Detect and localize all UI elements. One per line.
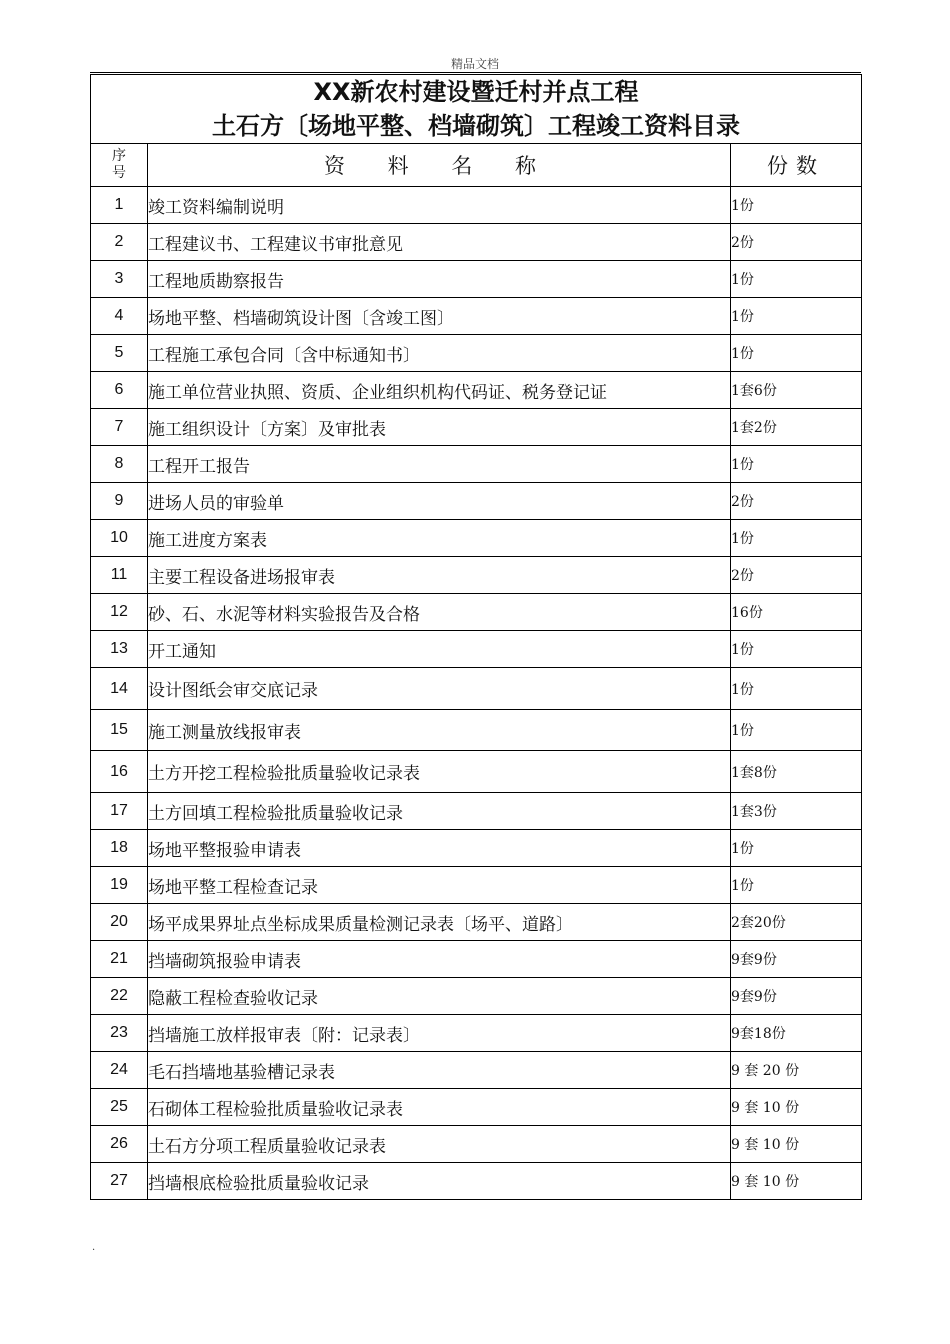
table-row xyxy=(91,520,862,557)
table-row xyxy=(91,1163,862,1200)
header-rule xyxy=(90,72,861,73)
quantity-cell: 9套9份 xyxy=(731,978,862,1015)
table-row xyxy=(91,1089,862,1126)
table-row xyxy=(91,793,862,830)
row-number-cell: 14 xyxy=(91,668,148,710)
table-row xyxy=(91,978,862,1015)
quantity-cell: 9 套 20 份 xyxy=(731,1052,862,1089)
column-header-no-text: 序号 xyxy=(112,148,126,181)
table-row xyxy=(91,904,862,941)
table-row xyxy=(91,710,862,751)
table-row xyxy=(91,1015,862,1052)
title-row xyxy=(91,75,862,144)
footer-mark: . xyxy=(92,1242,96,1253)
item-name-cell: 砂、石、水泥等材料实验报告及合格 xyxy=(148,594,731,631)
quantity-cell: 1份 xyxy=(731,830,862,867)
title-line-2: 土石方〔场地平整、档墙砌筑〕工程竣工资料目录 xyxy=(212,112,740,140)
table-row xyxy=(91,446,862,483)
item-name-cell: 隐蔽工程检查验收记录 xyxy=(148,978,731,1015)
row-number-cell: 8 xyxy=(91,446,148,483)
item-name-cell: 场平成果界址点坐标成果质量检测记录表〔场平、道路〕 xyxy=(148,904,731,941)
item-name-cell: 挡墙根底检验批质量验收记录 xyxy=(148,1163,731,1200)
quantity-cell: 9 套 10 份 xyxy=(731,1126,862,1163)
quantity-cell: 9 套 10 份 xyxy=(731,1089,862,1126)
quantity-cell: 1份 xyxy=(731,261,862,298)
quantity-cell: 1套8份 xyxy=(731,751,862,793)
item-name-cell: 场地平整、档墙砌筑设计图〔含竣工图〕 xyxy=(148,298,731,335)
item-name-cell: 设计图纸会审交底记录 xyxy=(148,668,731,710)
row-number-cell: 27 xyxy=(91,1163,148,1200)
document-title xyxy=(91,75,862,144)
item-name-cell: 场地平整工程检查记录 xyxy=(148,867,731,904)
column-header-no xyxy=(91,144,148,187)
quantity-cell: 1份 xyxy=(731,668,862,710)
quantity-cell: 9套18份 xyxy=(731,1015,862,1052)
quantity-cell: 1份 xyxy=(731,187,862,224)
item-name-cell: 工程地质勘察报告 xyxy=(148,261,731,298)
row-number-cell: 24 xyxy=(91,1052,148,1089)
row-number-cell: 18 xyxy=(91,830,148,867)
table-row xyxy=(91,1126,862,1163)
item-name-cell: 挡墙施工放样报审表〔附：记录表〕 xyxy=(148,1015,731,1052)
quantity-cell: 1份 xyxy=(731,335,862,372)
item-name-cell: 竣工资料编制说明 xyxy=(148,187,731,224)
quantity-cell: 1套6份 xyxy=(731,372,862,409)
item-name-cell: 主要工程设备进场报审表 xyxy=(148,557,731,594)
table-row xyxy=(91,557,862,594)
table-row xyxy=(91,372,862,409)
item-name-cell: 施工组织设计〔方案〕及审批表 xyxy=(148,409,731,446)
quantity-cell: 2份 xyxy=(731,557,862,594)
quantity-cell: 1套2份 xyxy=(731,409,862,446)
item-name-cell: 施工单位营业执照、资质、企业组织机构代码证、税务登记证 xyxy=(148,372,731,409)
item-name-cell: 挡墙砌筑报验申请表 xyxy=(148,941,731,978)
table-row xyxy=(91,941,862,978)
table-row xyxy=(91,631,862,668)
item-name-cell: 施工测量放线报审表 xyxy=(148,710,731,751)
table-row xyxy=(91,594,862,631)
column-header-name: 资 料 名 称 xyxy=(148,144,731,187)
table-row xyxy=(91,298,862,335)
quantity-cell: 16份 xyxy=(731,594,862,631)
row-number-cell: 6 xyxy=(91,372,148,409)
quantity-cell: 1份 xyxy=(731,867,862,904)
table-row xyxy=(91,668,862,710)
item-name-cell: 毛石挡墙地基验槽记录表 xyxy=(148,1052,731,1089)
row-number-cell: 1 xyxy=(91,187,148,224)
table-row xyxy=(91,867,862,904)
quantity-cell: 1份 xyxy=(731,520,862,557)
table-row xyxy=(91,751,862,793)
document-table xyxy=(90,74,862,1200)
row-number-cell: 26 xyxy=(91,1126,148,1163)
quantity-cell: 1份 xyxy=(731,446,862,483)
table-row xyxy=(91,335,862,372)
item-name-cell: 工程施工承包合同〔含中标通知书〕 xyxy=(148,335,731,372)
quantity-cell: 2份 xyxy=(731,483,862,520)
row-number-cell: 4 xyxy=(91,298,148,335)
item-name-cell: 土方回填工程检验批质量验收记录 xyxy=(148,793,731,830)
quantity-cell: 2套20份 xyxy=(731,904,862,941)
row-number-cell: 19 xyxy=(91,867,148,904)
item-name-cell: 土石方分项工程质量验收记录表 xyxy=(148,1126,731,1163)
title-line-1: XX新农村建设暨迁村并点工程 xyxy=(313,78,639,106)
quantity-cell: 1份 xyxy=(731,631,862,668)
quantity-cell: 1套3份 xyxy=(731,793,862,830)
table-body xyxy=(91,187,862,1200)
item-name-cell: 土方开挖工程检验批质量验收记录表 xyxy=(148,751,731,793)
row-number-cell: 21 xyxy=(91,941,148,978)
row-number-cell: 15 xyxy=(91,710,148,751)
row-number-cell: 12 xyxy=(91,594,148,631)
column-header-qty: 份数 xyxy=(731,144,862,187)
item-name-cell: 工程建议书、工程建议书审批意见 xyxy=(148,224,731,261)
row-number-cell: 2 xyxy=(91,224,148,261)
row-number-cell: 9 xyxy=(91,483,148,520)
item-name-cell: 开工通知 xyxy=(148,631,731,668)
table-row xyxy=(91,830,862,867)
row-number-cell: 17 xyxy=(91,793,148,830)
table-row xyxy=(91,1052,862,1089)
item-name-cell: 施工进度方案表 xyxy=(148,520,731,557)
table-row xyxy=(91,483,862,520)
row-number-cell: 23 xyxy=(91,1015,148,1052)
table-row xyxy=(91,261,862,298)
row-number-cell: 3 xyxy=(91,261,148,298)
row-number-cell: 5 xyxy=(91,335,148,372)
table-row xyxy=(91,187,862,224)
item-name-cell: 石砌体工程检验批质量验收记录表 xyxy=(148,1089,731,1126)
row-number-cell: 11 xyxy=(91,557,148,594)
table-row xyxy=(91,409,862,446)
item-name-cell: 工程开工报告 xyxy=(148,446,731,483)
row-number-cell: 16 xyxy=(91,751,148,793)
row-number-cell: 20 xyxy=(91,904,148,941)
table-row xyxy=(91,224,862,261)
row-number-cell: 7 xyxy=(91,409,148,446)
row-number-cell: 13 xyxy=(91,631,148,668)
quantity-cell: 9套9份 xyxy=(731,941,862,978)
header-watermark: 精品文档 xyxy=(450,57,499,71)
row-number-cell: 10 xyxy=(91,520,148,557)
column-header-row xyxy=(91,144,862,187)
item-name-cell: 进场人员的审验单 xyxy=(148,483,731,520)
quantity-cell: 2份 xyxy=(731,224,862,261)
row-number-cell: 22 xyxy=(91,978,148,1015)
quantity-cell: 1份 xyxy=(731,298,862,335)
quantity-cell: 1份 xyxy=(731,710,862,751)
item-name-cell: 场地平整报验申请表 xyxy=(148,830,731,867)
row-number-cell: 25 xyxy=(91,1089,148,1126)
quantity-cell: 9 套 10 份 xyxy=(731,1163,862,1200)
